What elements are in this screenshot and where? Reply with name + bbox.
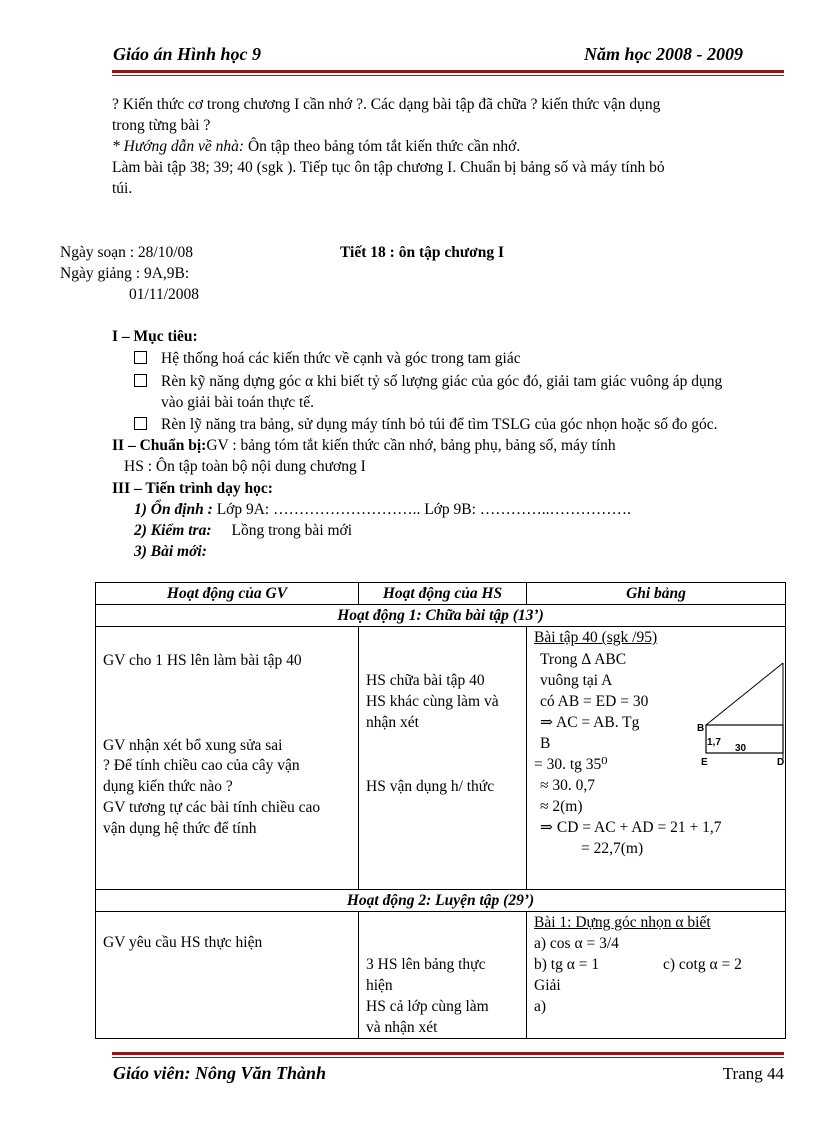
activity-2-ghibang: Bài 1: Dựng góc nhọn α biết a) cos α = 3/4 b) tg α = 1 c) cotg α = 2 Giải a) xyxy=(527,912,786,1039)
col-header-hs: Hoạt động của HS xyxy=(359,583,527,605)
activity-1-title-row xyxy=(96,605,786,627)
activity-1-ghibang: Bài tập 40 (sgk /95) Trong Δ ABC vuông tại A có AB = ED = 30 ⇒ AC = AB. Tg B = 30. tg 35⁰ ≈ 30. 0,7 ≈ 2(m) ⇒ CD = AC + AD = 21 + 1,7 = 22,7(m) B 1,7 30 E D xyxy=(527,627,786,890)
prep-hs: HS : Ôn tập toàn bộ nội dung chương I xyxy=(124,458,366,475)
ngay-soan: Ngày soạn : 28/10/08 xyxy=(60,244,194,261)
activity-1-row xyxy=(96,627,786,890)
activity-2-row xyxy=(96,912,786,1039)
label-b: B xyxy=(697,723,705,734)
objective-2: Rèn kỹ năng dựng góc α khi biết tỷ số lượng giác của góc đó, giải tam giác vuông áp dụng xyxy=(134,372,722,392)
intro-line-3 xyxy=(112,137,520,157)
header-year: Năm học 2008 - 2009 xyxy=(584,44,743,64)
activity-1-hs: HS chữa bài tập 40 HS khác cùng làm và nhận xét HS vận dụng h/ thức xyxy=(359,627,527,890)
bullet-icon xyxy=(134,351,147,364)
process-step-3: 3) Bài mới: xyxy=(134,543,207,560)
label-v1: 1,7 xyxy=(707,737,721,748)
footer-teacher: Giáo viên: Nông Văn Thành xyxy=(113,1063,327,1083)
intro-line-4: Làm bài tập 38; 39; 40 (sgk ). Tiếp tục ôn tập chương I. Chuẩn bị bảng số và máy tính bỏ xyxy=(112,159,665,176)
process-heading: III – Tiến trình dạy học: xyxy=(112,480,273,497)
lesson-table xyxy=(95,582,786,1039)
col-header-gv: Hoạt động của GV xyxy=(96,583,359,605)
activity-2-title-row xyxy=(96,890,786,912)
activity-2-hs: 3 HS lên bảng thực hiện HS cả lớp cùng làm và nhận xét xyxy=(359,912,527,1039)
process-step-1: 1) Ổn định : Lớp 9A: ……………………….. Lớp 9B: …………..……………. xyxy=(134,501,631,518)
activity-1-gv: GV cho 1 HS lên làm bài tập 40 GV nhận xét bổ xung sửa sai ? Để tính chiều cao của cây vận dụng kiến thức nào ? GV tương tự các bài tính chiều cao vận dụng hệ thức để tính xyxy=(96,627,359,890)
objective-3: Rèn lỹ năng tra bảng, sử dụng máy tính bỏ túi để tìm TSLG của góc nhọn hoặc số đo góc. xyxy=(134,415,718,435)
bullet-icon xyxy=(134,417,147,430)
col-header-ghibang: Ghi bảng xyxy=(527,583,786,605)
bullet-icon xyxy=(134,374,147,387)
homework-label: * Hướng dẫn về nhà: xyxy=(112,138,245,155)
header-title: Giáo án Hình học 9 xyxy=(113,44,262,64)
ngay-giang: Ngày giảng : 9A,9B: xyxy=(60,265,190,282)
prep-gv: II – Chuẩn bị:GV : bảng tóm tắt kiến thức cần nhớ, bảng phụ, bảng số, máy tính xyxy=(112,437,616,454)
objective-1: Hệ thống hoá các kiến thức về cạnh và góc trong tam giác xyxy=(134,349,521,369)
intro-line-1: ? Kiến thức cơ trong chương I cần nhớ ?. Các dạng bài tập đã chữa ? kiến thức vận dụng xyxy=(112,96,661,113)
activity-2-title: Hoạt động 2: Luyện tập (29’) xyxy=(96,890,786,912)
intro-line-2: trong từng bài ? xyxy=(112,117,211,134)
objectives-heading: I – Mục tiêu: xyxy=(112,328,198,345)
process-step-2: 2) Kiểm tra: Lồng trong bài mới xyxy=(134,522,353,539)
header-rule xyxy=(112,70,784,76)
label-e: E xyxy=(701,757,708,765)
ngay-giang-date: 01/11/2008 xyxy=(129,286,200,303)
objective-2-cont: vào giải bài toán thực tế. xyxy=(161,394,315,411)
label-d: D xyxy=(777,757,785,765)
triangle-figure xyxy=(697,645,785,765)
activity-2-gv: GV yêu cầu HS thực hiện xyxy=(96,912,359,1039)
label-v2: 30 xyxy=(735,743,747,754)
lesson-title: Tiết 18 : ôn tập chương I xyxy=(340,244,505,261)
table-header-row xyxy=(96,583,786,605)
footer-rule xyxy=(112,1052,784,1058)
intro-line-5: túi. xyxy=(112,180,133,197)
homework-text: Ôn tập theo bảng tóm tắt kiến thức cần nhớ. xyxy=(244,138,521,155)
activity-1-title: Hoạt động 1: Chữa bài tập (13’) xyxy=(96,605,786,627)
page-number: Trang 44 xyxy=(722,1064,784,1083)
